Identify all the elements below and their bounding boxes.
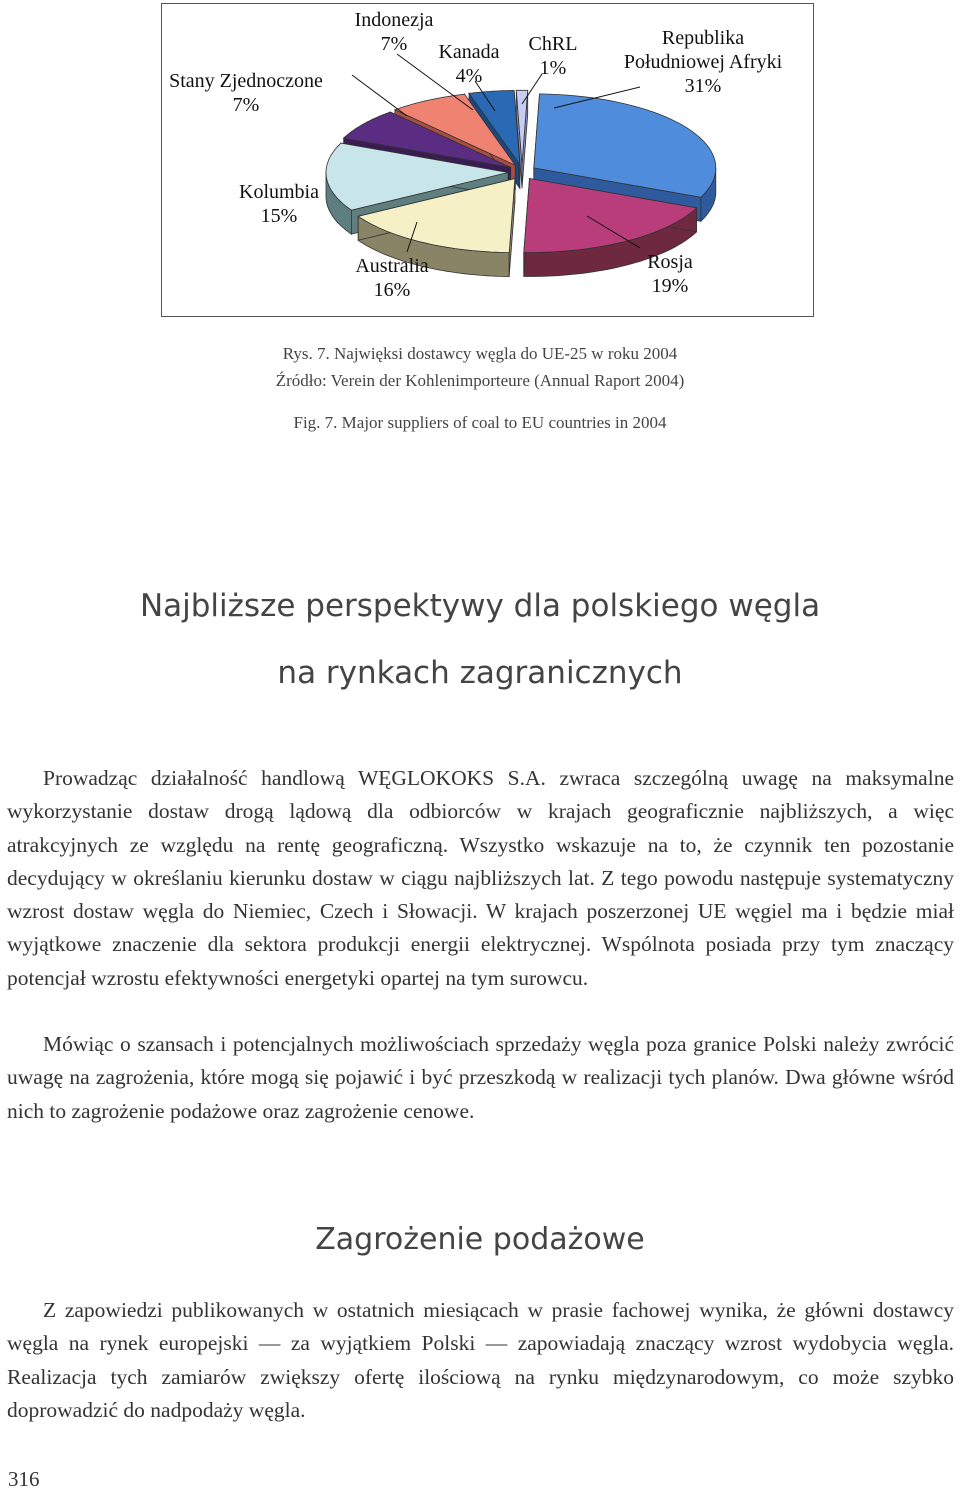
paragraph-1: Prowadząc działalność handlową WĘGLOKOKS S.A. zwraca szczególną uwagę na maksymalne wykorzystanie dostaw drogą lądową dla odbiorców w krajach geograficznie najbliższych, a więc atrakcyjnych ze względu na rentę geograficzną. Wszystko wskazuje na to, że czynnik ten pozostanie decydujący w określaniu kierunku dostaw w ciągu najbliższych lat. Z tego powodu następuje systematyczny wzrost dostaw węgla do Niemiec, Czech i Słowacji. W krajach poszerzonej UE węgiel ma i będzie miał wyjątkowe znaczenie dla sektora produkcji energii elektrycznej. Wspólnota posiada przy tym znaczący potencjał wzrostu efektywności energetyki opartej na tym surowcu. bbox=[7, 766, 954, 990]
slice-label-5 bbox=[355, 9, 434, 55]
slice-label-7 bbox=[529, 33, 578, 79]
slice-label-0 bbox=[624, 27, 783, 97]
slice-label-line: Kanada bbox=[438, 41, 500, 63]
pie-slices bbox=[326, 90, 716, 276]
slice-label-line: Indonezja bbox=[354, 9, 434, 31]
slice-label-line: 7% bbox=[380, 33, 408, 55]
slice-label-2 bbox=[355, 255, 428, 301]
paragraph-3: Z zapowiedzi publikowanych w ostatnich miesiącach w prasie fachowej wynika, że główni dostawcy węgla na rynek europejski — za wyjątkiem Polski — zapowiadają znaczący wzrost wydobycia węgla. Realizacja tych zamiarów zwiększy ofertę ilościową na rynku międzynarodowym, co może szybko doprowadzić do nadpodaży węgla. bbox=[7, 1298, 954, 1422]
slice-label-line: 4% bbox=[455, 65, 483, 87]
slice-label-3 bbox=[239, 181, 319, 227]
slice-label-line: 19% bbox=[651, 275, 689, 297]
pie-chart bbox=[161, 3, 814, 317]
slice-label-line: 7% bbox=[232, 94, 260, 116]
figure-caption-pl: Rys. 7. Najwięksi dostawcy węgla do UE-25 w roku 2004 bbox=[282, 344, 678, 363]
leader-line-4 bbox=[352, 75, 407, 116]
slice-label-line: ChRL bbox=[528, 33, 578, 55]
page-number: 316 bbox=[8, 1467, 40, 1491]
pie-chart-svg bbox=[162, 4, 815, 318]
slice-label-line: Australia bbox=[355, 255, 429, 277]
section-title-supply-threat: Zagrożenie podażowe bbox=[315, 1222, 645, 1257]
slice-label-line: 16% bbox=[373, 279, 411, 301]
paragraph-2: Mówiąc o szansach i potencjalnych możliwościach sprzedaży węgla poza granice Polski należy zwrócić uwagę na zagrożenia, które mogą się pojawić i być przeszkodą w realizacji tych planów. Dwa główne wśród nich to zagrożenie podażowe oraz zagrożenie cenowe. bbox=[7, 1032, 954, 1123]
slice-label-line: 15% bbox=[260, 205, 298, 227]
slice-label-line: Stany Zjednoczone bbox=[169, 70, 323, 92]
slice-label-1 bbox=[647, 251, 693, 297]
slice-label-line: Republika bbox=[661, 27, 745, 49]
slice-label-6 bbox=[438, 41, 499, 87]
figure-source: Źródło: Verein der Kohlenimporteure (Annual Raport 2004) bbox=[275, 371, 685, 390]
figure-caption-en: Fig. 7. Major suppliers of coal to EU countries in 2004 bbox=[293, 413, 667, 432]
section-title-line1: Najbliższe perspektywy dla polskiego węgla bbox=[139, 588, 821, 624]
slice-label-line: 31% bbox=[684, 75, 722, 97]
slice-label-4 bbox=[169, 70, 323, 116]
slice-label-line: Południowej Afryki bbox=[623, 51, 783, 73]
slice-label-line: 1% bbox=[539, 57, 567, 79]
section-title-line2: na rynkach zagranicznych bbox=[277, 655, 683, 691]
slice-label-line: Rosja bbox=[647, 251, 693, 273]
slice-label-line: Kolumbia bbox=[239, 181, 319, 203]
